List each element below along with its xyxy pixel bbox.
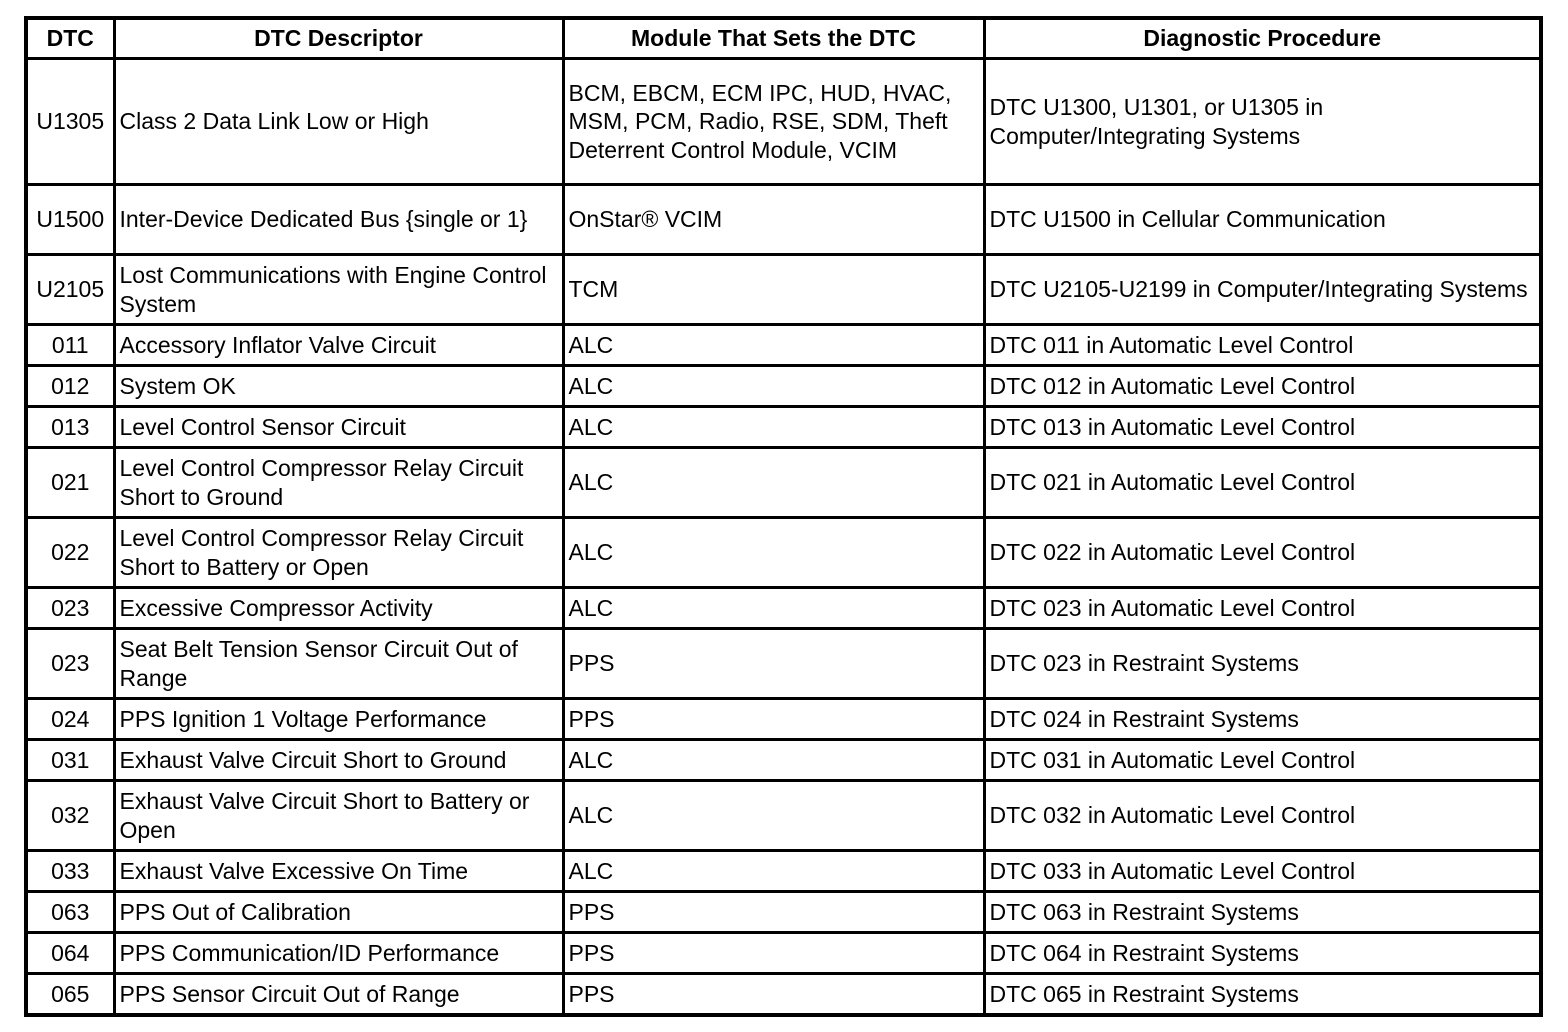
- cell-dtc-code: 023: [26, 588, 114, 629]
- table-row: [26, 933, 1541, 974]
- table-row: [26, 59, 1541, 185]
- cell-descriptor: Level Control Sensor Circuit: [114, 407, 563, 448]
- cell-dtc-code: U1305: [26, 59, 114, 185]
- table-row: [26, 629, 1541, 699]
- table-row: [26, 366, 1541, 407]
- cell-dtc-code: 012: [26, 366, 114, 407]
- cell-descriptor: Exhaust Valve Circuit Short to Ground: [114, 740, 563, 781]
- cell-descriptor: Exhaust Valve Circuit Short to Battery or Open: [114, 781, 563, 851]
- table-row: [26, 185, 1541, 255]
- table-row: [26, 407, 1541, 448]
- table-row: [26, 740, 1541, 781]
- cell-descriptor: Excessive Compressor Activity: [114, 588, 563, 629]
- cell-procedure: DTC 011 in Automatic Level Control: [984, 325, 1541, 366]
- table-row: [26, 588, 1541, 629]
- cell-descriptor: Accessory Inflator Valve Circuit: [114, 325, 563, 366]
- cell-procedure: DTC 032 in Automatic Level Control: [984, 781, 1541, 851]
- table-row: [26, 325, 1541, 366]
- cell-dtc-code: 063: [26, 892, 114, 933]
- cell-procedure: DTC 022 in Automatic Level Control: [984, 518, 1541, 588]
- header-module: Module That Sets the DTC: [563, 18, 984, 59]
- header-descriptor: DTC Descriptor: [114, 18, 563, 59]
- cell-procedure: DTC U1300, U1301, or U1305 in Computer/Integrating Systems: [984, 59, 1541, 185]
- cell-module: PPS: [563, 699, 984, 740]
- cell-dtc-code: 013: [26, 407, 114, 448]
- cell-procedure: DTC 021 in Automatic Level Control: [984, 448, 1541, 518]
- cell-descriptor: Lost Communications with Engine Control System: [114, 255, 563, 325]
- cell-module: ALC: [563, 448, 984, 518]
- table-row: [26, 448, 1541, 518]
- cell-descriptor: System OK: [114, 366, 563, 407]
- cell-procedure: DTC 031 in Automatic Level Control: [984, 740, 1541, 781]
- cell-dtc-code: 064: [26, 933, 114, 974]
- table-row: [26, 781, 1541, 851]
- cell-module: PPS: [563, 933, 984, 974]
- cell-dtc-code: 031: [26, 740, 114, 781]
- cell-procedure: DTC U1500 in Cellular Communication: [984, 185, 1541, 255]
- cell-procedure: DTC 065 in Restraint Systems: [984, 974, 1541, 1015]
- table-row: [26, 518, 1541, 588]
- dtc-table: [24, 16, 1543, 1017]
- cell-module: ALC: [563, 366, 984, 407]
- cell-dtc-code: 032: [26, 781, 114, 851]
- cell-module: PPS: [563, 629, 984, 699]
- cell-descriptor: PPS Communication/ID Performance: [114, 933, 563, 974]
- cell-descriptor: PPS Out of Calibration: [114, 892, 563, 933]
- cell-module: ALC: [563, 588, 984, 629]
- cell-procedure: DTC 023 in Automatic Level Control: [984, 588, 1541, 629]
- cell-module: TCM: [563, 255, 984, 325]
- cell-descriptor: Level Control Compressor Relay Circuit Short to Ground: [114, 448, 563, 518]
- cell-dtc-code: 022: [26, 518, 114, 588]
- cell-procedure: DTC 023 in Restraint Systems: [984, 629, 1541, 699]
- table-row: [26, 699, 1541, 740]
- table-row: [26, 255, 1541, 325]
- cell-procedure: DTC 064 in Restraint Systems: [984, 933, 1541, 974]
- cell-module: ALC: [563, 851, 984, 892]
- cell-module: OnStar® VCIM: [563, 185, 984, 255]
- table-body: [26, 59, 1541, 1015]
- cell-procedure: DTC 024 in Restraint Systems: [984, 699, 1541, 740]
- cell-module: BCM, EBCM, ECM IPC, HUD, HVAC, MSM, PCM, Radio, RSE, SDM, Theft Deterrent Control Module, VCIM: [563, 59, 984, 185]
- cell-procedure: DTC 033 in Automatic Level Control: [984, 851, 1541, 892]
- cell-module: ALC: [563, 740, 984, 781]
- table-row: [26, 892, 1541, 933]
- cell-dtc-code: U1500: [26, 185, 114, 255]
- cell-dtc-code: 065: [26, 974, 114, 1015]
- cell-dtc-code: 021: [26, 448, 114, 518]
- cell-procedure: DTC U2105-U2199 in Computer/Integrating Systems: [984, 255, 1541, 325]
- table-header: [26, 18, 1541, 59]
- cell-descriptor: Class 2 Data Link Low or High: [114, 59, 563, 185]
- cell-descriptor: Level Control Compressor Relay Circuit Short to Battery or Open: [114, 518, 563, 588]
- cell-dtc-code: 011: [26, 325, 114, 366]
- header-procedure: Diagnostic Procedure: [984, 18, 1541, 59]
- cell-descriptor: PPS Ignition 1 Voltage Performance: [114, 699, 563, 740]
- cell-procedure: DTC 012 in Automatic Level Control: [984, 366, 1541, 407]
- cell-module: ALC: [563, 325, 984, 366]
- cell-module: ALC: [563, 518, 984, 588]
- cell-module: ALC: [563, 781, 984, 851]
- table-row: [26, 851, 1541, 892]
- cell-procedure: DTC 063 in Restraint Systems: [984, 892, 1541, 933]
- cell-dtc-code: 023: [26, 629, 114, 699]
- header-row: [26, 18, 1541, 59]
- cell-dtc-code: 033: [26, 851, 114, 892]
- cell-descriptor: Exhaust Valve Excessive On Time: [114, 851, 563, 892]
- cell-module: PPS: [563, 974, 984, 1015]
- cell-procedure: DTC 013 in Automatic Level Control: [984, 407, 1541, 448]
- cell-dtc-code: 024: [26, 699, 114, 740]
- cell-descriptor: Inter-Device Dedicated Bus {single or 1}: [114, 185, 563, 255]
- cell-dtc-code: U2105: [26, 255, 114, 325]
- cell-descriptor: Seat Belt Tension Sensor Circuit Out of Range: [114, 629, 563, 699]
- header-dtc: DTC: [26, 18, 114, 59]
- table-row: [26, 974, 1541, 1015]
- cell-descriptor: PPS Sensor Circuit Out of Range: [114, 974, 563, 1015]
- cell-module: PPS: [563, 892, 984, 933]
- cell-module: ALC: [563, 407, 984, 448]
